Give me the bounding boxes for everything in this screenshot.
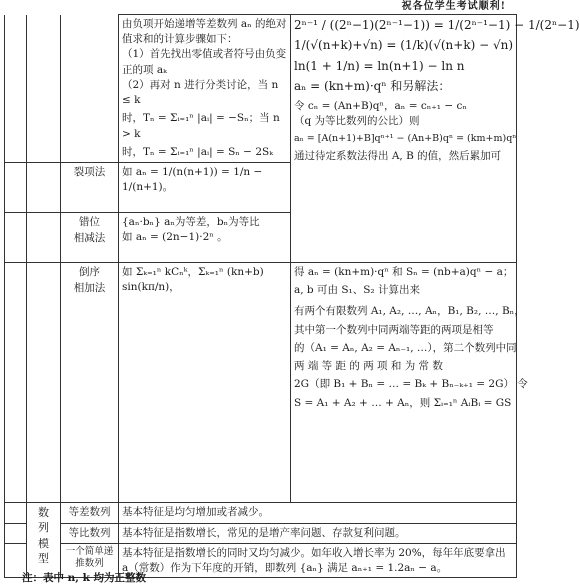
reverse-desc-2: 其中第一个数列中同两端等距的两项是相等 bbox=[294, 323, 494, 336]
dislocation-solution-5: 得 aₙ = (kn+m)·qⁿ 和 Sₙ = (nb+a)qⁿ − a； bbox=[294, 265, 514, 278]
blank-cell bbox=[5, 502, 27, 523]
blank-cell bbox=[5, 212, 27, 262]
header-note: 祝各位学生考试顺利! bbox=[401, 1, 506, 12]
model-name-arithmetic: 等差数列 bbox=[61, 502, 119, 523]
reverse-desc-cell bbox=[291, 262, 528, 502]
reverse-desc-5: 2G（即 B₁ + Bₙ = … = Bₖ + Bₙ₋ₖ₊₁ = 2G） 令 bbox=[294, 378, 528, 391]
reverse-desc-1: 有两个有限数列 A₁, A₂, …, Aₙ，B₁, B₂, …, Bₙ， bbox=[294, 305, 525, 318]
reverse-desc-3: 的（A₁ = Aₙ, A₂ = Aₙ₋₁, …），第二个数列中同 bbox=[294, 341, 517, 354]
split-label: 裂项法 bbox=[61, 162, 119, 212]
blank-cell bbox=[5, 15, 27, 163]
identity-1: 2ⁿ⁻¹ / ((2ⁿ−1)(2ⁿ⁻¹−1)) = 1/(2ⁿ⁻¹−1) − 1/(2ⁿ−1) bbox=[294, 18, 580, 32]
model-row-geometric bbox=[5, 523, 517, 544]
dislocation-label-2: 相减法 bbox=[73, 231, 106, 244]
split-formula: 如 aₙ = 1/(n(n+1)) = 1/n − 1/(n+1)。 bbox=[122, 165, 263, 194]
dislocation-solution-6: a, b 可由 S₁、S₂ 计算出来 bbox=[294, 284, 420, 297]
models-category-label: 数 列 模 型 bbox=[27, 502, 61, 577]
model-row-arithmetic bbox=[5, 502, 517, 523]
model-name-recursive: 一个简单递推数列 bbox=[61, 544, 119, 577]
abs-sum-step1: （1）首先找出零值或者符号由负变正的项 aₖ bbox=[122, 48, 287, 76]
dislocation-label bbox=[61, 212, 119, 262]
blank-cell bbox=[61, 15, 119, 163]
blank-cell bbox=[27, 262, 61, 502]
dislocation-line-2: 如 aₙ = (2n−1)·2ⁿ 。 bbox=[122, 231, 228, 244]
table-footnote: 注：表中 n, k 均为正整数 bbox=[22, 572, 147, 584]
reverse-label-2: 相加法 bbox=[73, 281, 106, 294]
abs-sum-intro: 由负项开始递增等差数列 aₙ 的绝对值求和的计算步骤如下： bbox=[122, 18, 287, 46]
abs-sum-row bbox=[5, 15, 517, 163]
model-name-geometric: 等比数列 bbox=[61, 523, 119, 544]
dislocation-solution-2: （q 为等比数列的公比）则 bbox=[294, 114, 420, 127]
split-formula-cell bbox=[119, 162, 291, 212]
dislocation-label-1: 错位 bbox=[79, 215, 100, 228]
identity-3: ln(1 + 1/n) = ln(n+1) − ln n bbox=[294, 58, 465, 73]
abs-sum-step2a: （2）再对 n 进行分类讨论，当 n ≤ k bbox=[122, 78, 279, 107]
blank-cell bbox=[27, 15, 61, 163]
blank-cell bbox=[5, 262, 27, 502]
model-desc-recursive: 基本特征是指数增长的同时又均匀减少。如年收入增长率为 20%，每年年底要拿出 a（常数）作为下年度的开销，即数列 {aₙ} 满足 aₙ₊₁ = 1.2aₙ − a。 bbox=[119, 544, 517, 577]
reverse-desc-4: 两 端 等 距 的 两 项 和 为 常 数 bbox=[294, 360, 443, 373]
dislocation-line-1: {aₙ·bₙ} aₙ为等差，bₙ为等比 bbox=[122, 215, 260, 228]
dislocation-solution-3: aₙ = [A(n+1)+B]qⁿ⁺¹ − (An+B)qⁿ = (km+m)qⁿ bbox=[294, 133, 517, 144]
dislocation-solution-4: 通过待定系数法得出 A, B 的值，然后累加可 bbox=[294, 149, 502, 162]
dislocation-solution-1: 令 cₙ = (An+B)qⁿ，aₙ = cₙ₊₁ − cₙ bbox=[294, 99, 467, 112]
reverse-row bbox=[5, 262, 517, 502]
abs-sum-cell bbox=[119, 15, 291, 163]
summation-methods-table bbox=[4, 14, 580, 578]
reverse-label-1: 倒序 bbox=[79, 265, 100, 278]
abs-sum-step2c: 时，Tₙ = Σᵢ₌₁ⁿ |aᵢ| = Sₙ − 2Sₖ bbox=[122, 145, 274, 158]
reverse-formula-cell bbox=[119, 262, 291, 502]
identities-cell bbox=[291, 15, 580, 263]
model-desc-geometric: 基本特征是指数增长，常见的是增产率问题、存款复利问题。 bbox=[119, 523, 517, 544]
reverse-desc-6: S = A₁ + A₂ + … + Aₙ，则 Σᵢ₌₁ⁿ AᵢBᵢ = GS bbox=[294, 396, 512, 409]
blank-cell bbox=[5, 162, 27, 212]
abs-sum-step2b: 时，Tₙ = Σᵢ₌₁ⁿ |aᵢ| = −Sₙ；当 n > k bbox=[122, 112, 280, 140]
blank-cell bbox=[27, 212, 61, 262]
blank-cell bbox=[27, 162, 61, 212]
model-desc-arithmetic: 基本特征是均匀增加或者减少。 bbox=[119, 502, 517, 523]
reverse-label bbox=[61, 262, 119, 502]
dislocation-formula-cell bbox=[119, 212, 291, 262]
reverse-formula: 如 Σₖ₌₁ⁿ kCₙᵏ，Σₖ₌₁ⁿ (kn+b) sin(kπ/n)， bbox=[122, 265, 264, 294]
blank-cell bbox=[5, 523, 27, 544]
identity-4: aₙ = (kn+m)·qⁿ 和另解法： bbox=[294, 79, 451, 94]
identity-2: 1/(√(n+k)+√n) = (1/k)(√(n+k) − √n) bbox=[294, 38, 514, 53]
